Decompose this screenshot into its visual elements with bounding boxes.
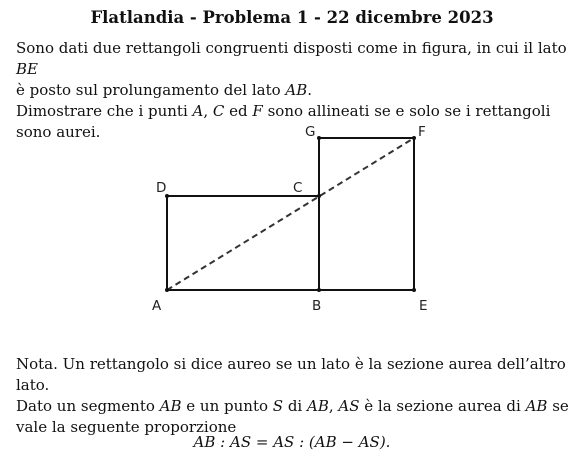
problem-line-3: Dimostrare che i punti: [16, 102, 193, 120]
label-d: D: [156, 180, 167, 196]
golden-ratio-formula: AB : AS = AS : (AB − AS).: [193, 433, 391, 451]
problem-statement: Sono dati due rettangoli congruenti disposti come in figura, in cui il lato BE è posto sul prolungamento del lato AB. Dimostrare che i punti A, C ed F sono allineati se e solo se i rettangoli sono aurei.: [16, 39, 567, 141]
vertex-b: [317, 288, 321, 292]
segment-ab: AB: [285, 81, 308, 99]
note-line-1: Nota. Un rettangolo si dice aureo se un lato è la sezione aurea dell’altro lato.: [16, 355, 566, 394]
label-b: B: [312, 298, 322, 314]
label-e: E: [419, 298, 428, 314]
label-f: F: [418, 124, 426, 140]
note-section: Nota. Un rettangolo si dice aureo se un lato è la sezione aurea dell’altro lato. Dato un segmento AB e un punto S di AB, AS è la sezione aurea di AB se vale la seguente proporzione: [16, 355, 569, 436]
problem-line-2: è posto sul prolungamento del lato: [16, 81, 286, 99]
problem-line-1: Sono dati due rettangoli congruenti disposti come in figura, in cui il lato: [16, 39, 567, 57]
vertex-g: [317, 136, 321, 140]
vertex-f: [412, 136, 416, 140]
label-a: A: [152, 298, 162, 314]
segment-be: BE: [16, 60, 38, 78]
page-title: Flatlandia - Problema 1 - 22 dicembre 2023: [90, 8, 494, 27]
vertex-a: [165, 288, 169, 292]
note-line-2: Dato un segmento: [16, 397, 160, 415]
label-c: C: [293, 180, 303, 196]
vertex-e: [412, 288, 416, 292]
point-c: C: [212, 102, 225, 120]
dashed-line-af: [167, 138, 414, 290]
rectangle-befg: [319, 138, 414, 290]
point-a: A: [192, 102, 204, 120]
vertex-c: [317, 194, 321, 198]
point-f: F: [252, 102, 263, 120]
label-g: G: [305, 124, 316, 140]
